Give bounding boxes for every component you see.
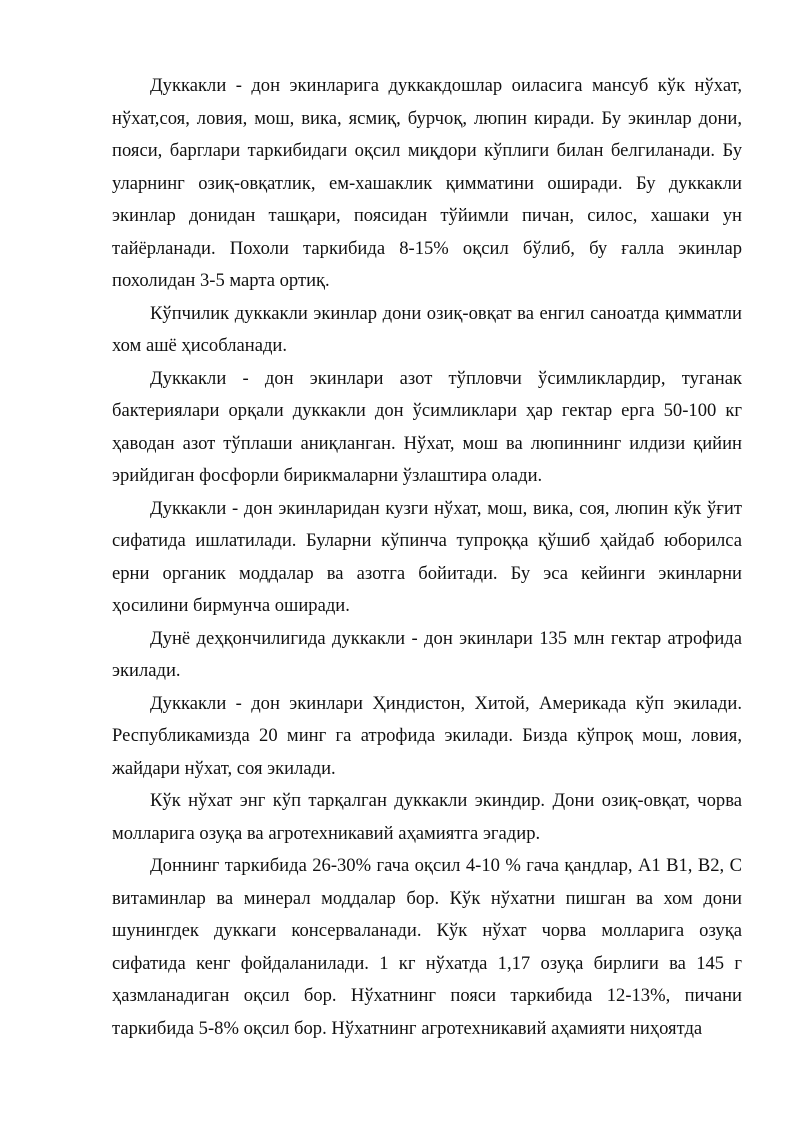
paragraph-green-pea: Кўк нўхат энг кўп тарқалган дуккакли экиндир. Дони озиқ-овқат, чорва молларига озуқа ва агротехникавий аҳамиятга эгадир. [112, 790, 742, 844]
paragraph-legumes-intro: Дуккакли - дон экинларига дуккакдошлар оиласига мансуб кўк нўхат, нўхат,соя, ловия, мош, вика, ясмиқ, бурчоқ, люпин киради. Бу экинлар дони, пояси, барглари таркибидаги оқсил миқдори кўплиги билан белгиланади. Бу уларнинг озиқ-овқатлик, ем-хашаклик қимматини оширади. Бу дуккакли экинлар донидан ташқари, поясидан тўйимли пичан, силос, хашаки ун тайёрланади. Похоли таркибида 8-15% оқсил бўлиб, бу ғалла экинлар похолидан 3-5 марта ортиқ. [112, 75, 742, 291]
paragraph-countries: Дуккакли - дон экинлари Ҳиндистон, Хитой, Америкада кўп экилади. Республикамизда 20 минг га атрофида экилади. Бизда кўпроқ мош, ловия, жайдари нўхат, соя экилади. [112, 692, 742, 779]
paragraph-nitrogen-fixing: Дуккакли - дон экинлари азот тўпловчи ўсимликлардир, туганак бактериялари орқали дуккакли дон ўсимликлари ҳар гектар ерга 50-100 кг ҳаводан азот тўплаши аниқланган. Нўхат, мош ва люпиннинг илдизи қийин эрийдиган фосфорли бирикмаларни ўзлаштира олади. [112, 367, 742, 486]
paragraph-composition: Доннинг таркибида 26-30% гача оқсил 4-10 % гача қандлар, А1 В1, В2, С витаминлар ва минерал моддалар бор. Кўк нўхатни пишган ва хом дони шунингдек дуккаги консерваланади. Кўк нўхат чорва молларига озуқа сифатида кенг фойдаланилади. 1 кг нўхатда 1,17 озуқа бирлиги ва 145 г ҳазмланадиган оқсил бор. Нўхатнинг пояси таркибида 12-13%, пичани таркибида 5-8% оқсил бор. Нўхатнинг агротехникавий аҳамияти ниҳоятда [112, 855, 742, 1039]
document-page [112, 70, 742, 1045]
paragraph-green-manure: Дуккакли - дон экинларидан кузги нўхат, мош, вика, соя, люпин кўк ўғит сифатида ишлатилади. Буларни кўпинча тупроққа қўшиб ҳайдаб юборилса ерни органик моддалар ва азотга бойитади. Бу эса кейинги экинларни ҳосилини бирмунча оширади. [112, 497, 742, 616]
paragraph-raw-material: Кўпчилик дуккакли экинлар дони озиқ-овқат ва енгил саноатда қимматли хом ашё ҳисобланади. [112, 302, 742, 356]
paragraph-world-area: Дунё деҳқончилигида дуккакли - дон экинлари 135 млн гектар атрофида экилади. [112, 627, 742, 681]
